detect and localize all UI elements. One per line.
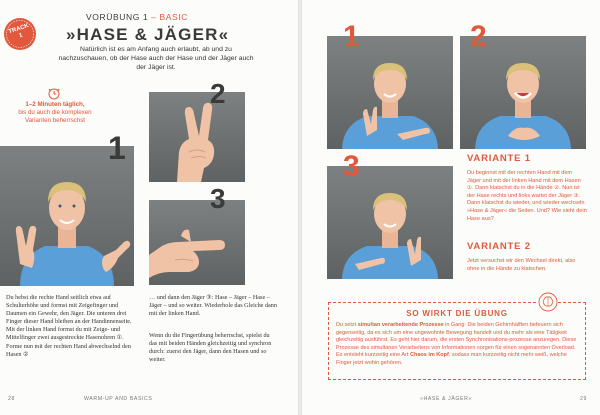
effect-text-bold-1: simultan verarbeitende Prozesse	[357, 322, 444, 328]
right-running-head: »HASE & JÄGER«	[420, 396, 472, 402]
hand-photo-hunter	[149, 200, 245, 285]
hand-photo-rabbit	[149, 92, 245, 182]
variant-step-number-3: 3	[343, 150, 360, 183]
instruction-column-1: Du hebst die rechte Hand seitlich etwa auf Schulterhöhe und formst mit Zeigefinger und Daumen ein Gewehr, den Jäger. Die unteren drei Finger dieser Hand bleiben an der Handinnenseite. Mit der linken Hand formst du mit Zeige- und Mittelfinger zwei ausgestreckte Hasenohren ①. Forme nun mit der rechten Hand abwechselnd den Hasen ②	[6, 294, 132, 358]
intro-text: Natürlich ist es am Anfang auch erlaubt, ab und zu nachzuschauen, ob der Hase auch der Hase und der Jäger auch der Jäger ist.	[58, 46, 254, 71]
instruction-column-2a: … und dann den Jäger ③: Hase – Jäger – Hase – Jäger – und so weiter. Wiederhole das Gleiche dann mit der linken Hand.	[149, 294, 277, 318]
right-page-number: 29	[580, 396, 587, 402]
kicker-separator: –	[148, 12, 160, 22]
clock-icon	[48, 88, 60, 100]
effect-text-part-1: Du setzt	[336, 322, 358, 328]
exercise-kicker	[86, 12, 266, 22]
variant-2-title: VARIANTE 2	[467, 241, 531, 252]
variant-step-number-2: 2	[470, 20, 487, 53]
left-page-number: 28	[8, 396, 15, 402]
left-running-head: WARM-UP AND BASICS	[84, 396, 153, 402]
effect-text-bold-2: Chaos im Kopf	[409, 352, 449, 358]
effect-box-text	[336, 322, 580, 367]
effect-text-part-2: in Gang: Die beiden Gehirnhälften befeuern sich gegenseitig, da es sich um eine ungewohnte Bewegung handelt und du mehr als eine Tätigkeit gleichzeitig ausführst. Es geht hier darum, die ersten Synchronisations-prozesse anzuregen. Diese Prozesse des simultanen Verarbeitens von Informationen sorgen für einen sogenannten Overload. Es entsteht kurzzeitig eine Art	[336, 322, 577, 358]
step-number-2: 2	[210, 78, 226, 109]
track-badge-label: TRACK 1	[7, 23, 30, 40]
tip-text: bis du auch die komplexen Varianten beherrschst	[18, 108, 92, 124]
variant-1-title: VARIANTE 1	[467, 153, 531, 164]
book-gutter	[298, 0, 302, 415]
page-title: »HASE & JÄGER«	[66, 25, 230, 44]
track-badge-icon[interactable]	[2, 16, 38, 52]
step-number-3: 3	[210, 183, 226, 214]
effect-box-title: SO WIRKT DIE ÜBUNG	[406, 309, 508, 318]
effect-text-part-3: , sodass man kurzzeitig nicht mehr weiß, welche Finger jetzt wohin gehören.	[336, 352, 567, 366]
variant-2-text: Jetzt versuchst wir den Wechsel direkt, also ohne in die Hände zu klatschen.	[467, 258, 576, 272]
kicker-label: VORÜBUNG 1	[86, 12, 149, 22]
step-number-1: 1	[108, 130, 126, 166]
variant-1-text: Du beginnst mit der rechten Hand mit dem Jäger und mit der linken Hand mit dem Hasen ①. Dann klatschst du in die Hände ②. Nun ist der Hase rechts und links wartet der Jäger ③. Dann klatschst du wieder, und wieder wechseln »Hase & Jäger« die Seiten. Und? Wie sieht dein Hase aus?	[467, 170, 587, 222]
kicker-level: BASIC	[159, 12, 188, 22]
tip-block	[10, 101, 100, 124]
tip-title: 1–2 Minuten täglich,	[25, 101, 85, 108]
instruction-column-2b: Wenn du die Fingerübung beherrschst, spielst du das mit beiden Händen gleichzeitig und synchron durch: zuerst den Jäger, dann den Hasen und so weiter.	[149, 332, 272, 364]
person-photo-step-1	[0, 146, 134, 286]
variant-step-number-1: 1	[343, 20, 360, 53]
